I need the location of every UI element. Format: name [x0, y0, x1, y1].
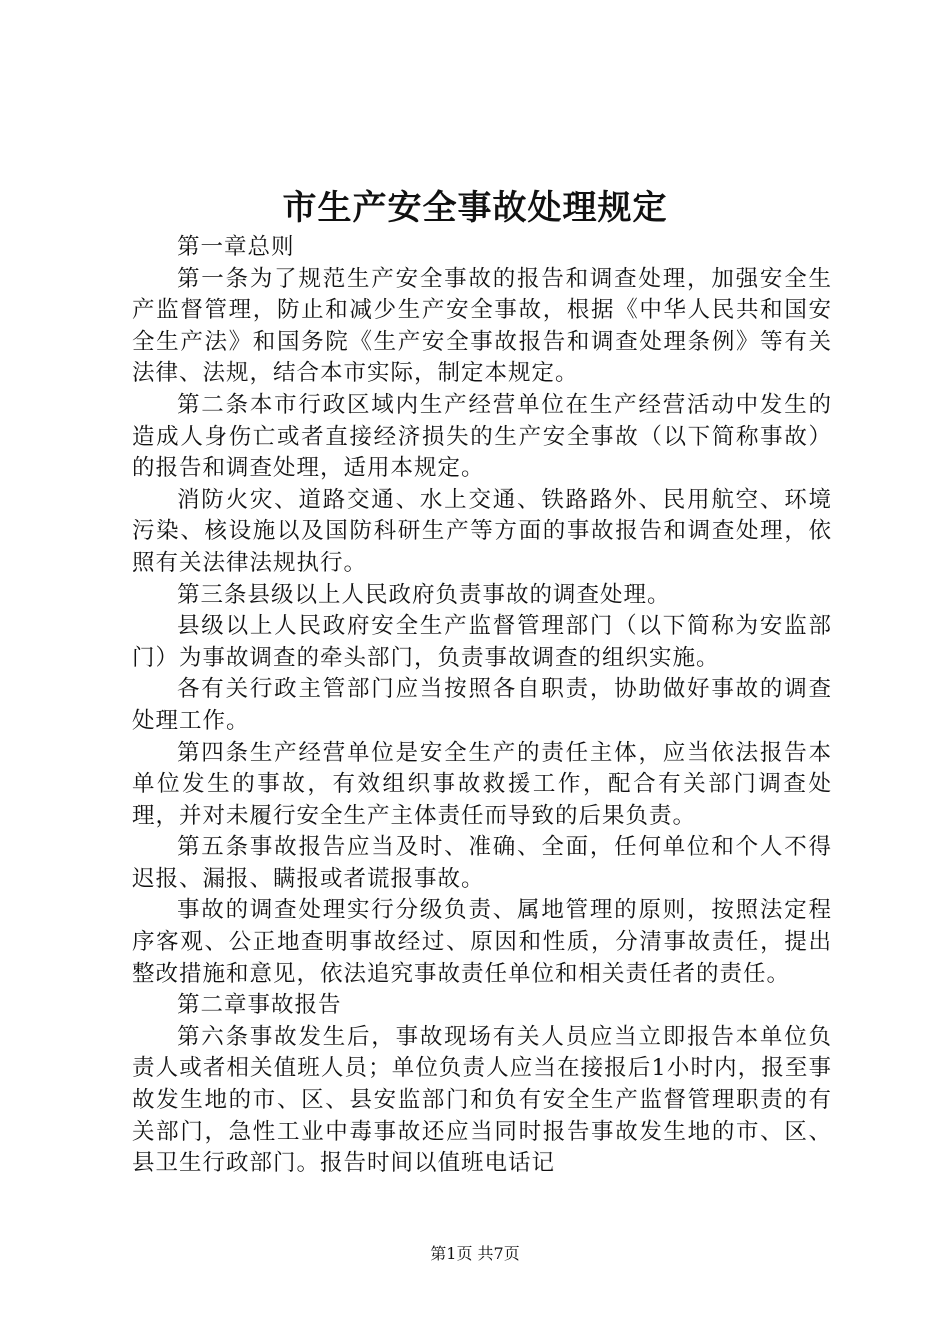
article-paragraph: 县级以上人民政府安全生产监督管理部门（以下简称为安监部门）为事故调查的牵头部门，负责事故调查的组织实施。 — [132, 613, 832, 671]
article-paragraph: 第二条本市行政区域内生产经营单位在生产经营活动中发生的造成人身伤亡或者直接经济损失的生产安全事故（以下简称事故）的报告和调查处理，适用本规定。 — [132, 391, 832, 482]
article-paragraph: 事故的调查处理实行分级负责、属地管理的原则，按照法定程序客观、公正地查明事故经过、原因和性质，分清事故责任，提出整改措施和意见，依法追究事故责任单位和相关责任者的责任。 — [132, 897, 832, 987]
chapter-heading: 第一章总则 — [177, 234, 295, 260]
document-title: 市生产安全事故处理规定 — [282, 188, 668, 228]
document-body — [132, 232, 832, 1180]
article-paragraph: 消防火灾、道路交通、水上交通、铁路路外、民用航空、环境污染、核设施以及国防科研生产等方面的事故报告和调查处理，依照有关法律法规执行。 — [132, 486, 832, 576]
article-paragraph: 第一条为了规范生产安全事故的报告和调查处理，加强安全生产监督管理，防止和减少生产安全事故，根据《中华人民共和国安全生产法》和国务院《生产安全事故报告和调查处理条例》等有关法律、法规，结合本市实际，制定本规定。 — [132, 265, 832, 387]
chapter-heading: 第二章事故报告 — [177, 992, 342, 1019]
article-paragraph: 第六条事故发生后，事故现场有关人员应当立即报告本单位负责人或者相关值班人员；单位负责人应当在接报后1小时内，报至事故发生地的市、区、县安监部门和负有安全生产监督管理职责的有关部门，急性工业中毒事故还应当同时报告事故发生地的市、区、县卫生行政部门。报告时间以值班电话记 — [132, 1023, 832, 1177]
article-paragraph: 第三条县级以上人民政府负责事故的调查处理。 — [177, 581, 671, 608]
page-footer: 第1页 共7页 — [430, 1244, 520, 1263]
article-paragraph: 各有关行政主管部门应当按照各自职责，协助做好事故的调查处理工作。 — [132, 676, 832, 734]
article-paragraph: 第五条事故报告应当及时、准确、全面，任何单位和个人不得迟报、漏报、瞒报或者谎报事故。 — [132, 834, 832, 892]
article-paragraph: 第四条生产经营单位是安全生产的责任主体，应当依法报告本单位发生的事故，有效组织事故救援工作，配合有关部门调查处理，并对未履行安全生产主体责任而导致的后果负责。 — [132, 739, 832, 829]
